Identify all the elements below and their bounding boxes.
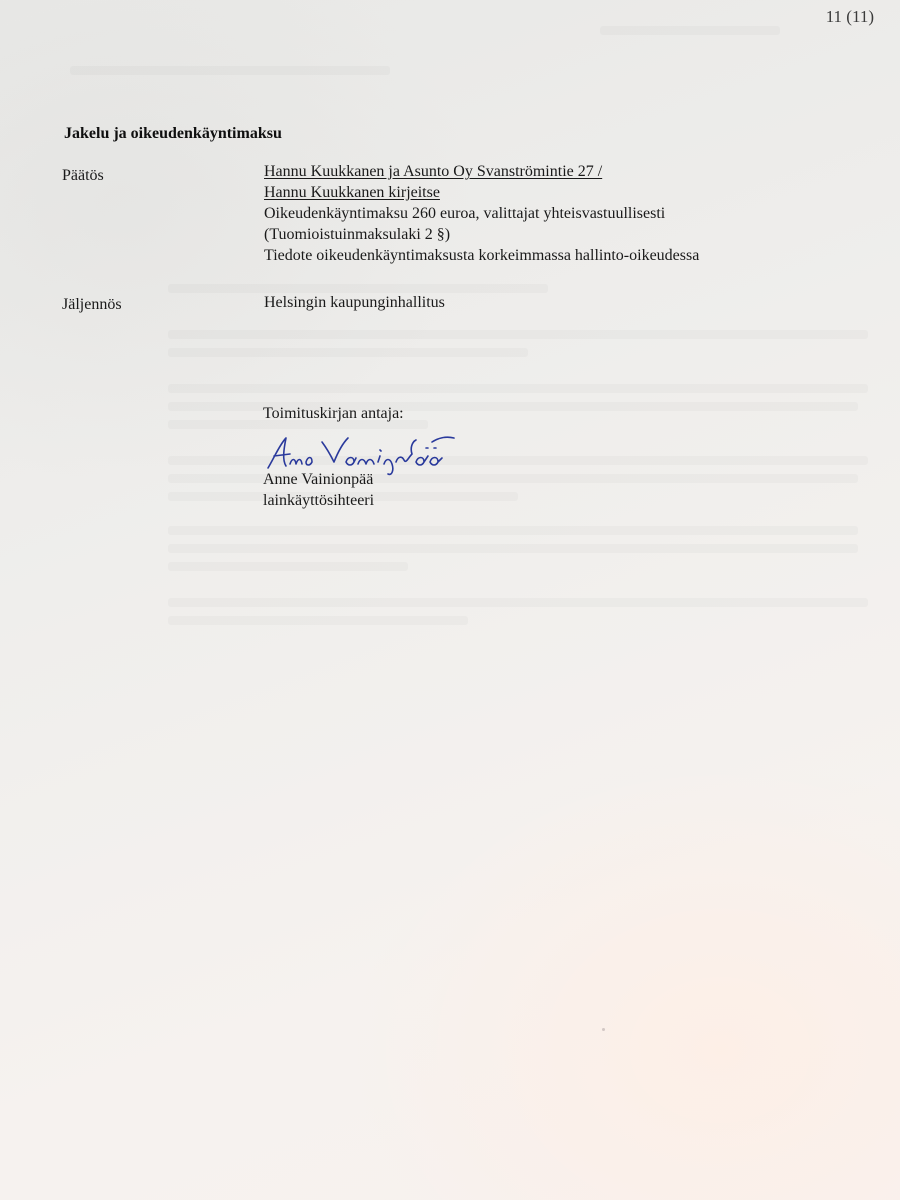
show-through-line: [168, 330, 868, 339]
paper-speck: [602, 1028, 605, 1031]
show-through-line: [168, 348, 528, 357]
decision-recipient-line: Hannu Kuukkanen ja Asunto Oy Svanströmintie 27 /: [264, 163, 603, 180]
signer-name: Anne Vainionpää: [263, 471, 374, 488]
show-through-line: [168, 544, 858, 553]
law-reference: (Tuomioistuinmaksulaki 2 §): [264, 226, 451, 243]
show-through-line: [168, 562, 408, 571]
show-through-line: [168, 616, 468, 625]
copy-label: Jäljennös: [62, 296, 122, 313]
show-through-line: [168, 598, 868, 607]
court-fee-line: Oikeudenkäyntimaksu 260 euroa, valittajat yhteisvastuullisesti: [264, 205, 666, 222]
page-number: 11 (11): [825, 7, 874, 26]
show-through-line: [168, 526, 858, 535]
decision-recipient-line: Hannu Kuukkanen kirjeitse: [264, 184, 440, 201]
copy-recipient-name: Helsingin kaupunginhallitus: [264, 294, 445, 311]
decision-details: [264, 161, 699, 266]
signer-title: lainkäyttösihteeri: [263, 492, 375, 509]
issuer-label: Toimituskirjan antaja:: [263, 405, 404, 422]
show-through-line: [600, 26, 780, 35]
show-through-line: [70, 66, 390, 75]
copy-recipient: [264, 292, 445, 313]
section-heading: Jakelu ja oikeudenkäyntimaksu: [64, 125, 282, 142]
fee-notice-line: Tiedote oikeudenkäyntimaksusta korkeimmassa hallinto-oikeudessa: [264, 247, 700, 264]
decision-label: Päätös: [62, 167, 104, 184]
show-through-line: [168, 384, 868, 393]
